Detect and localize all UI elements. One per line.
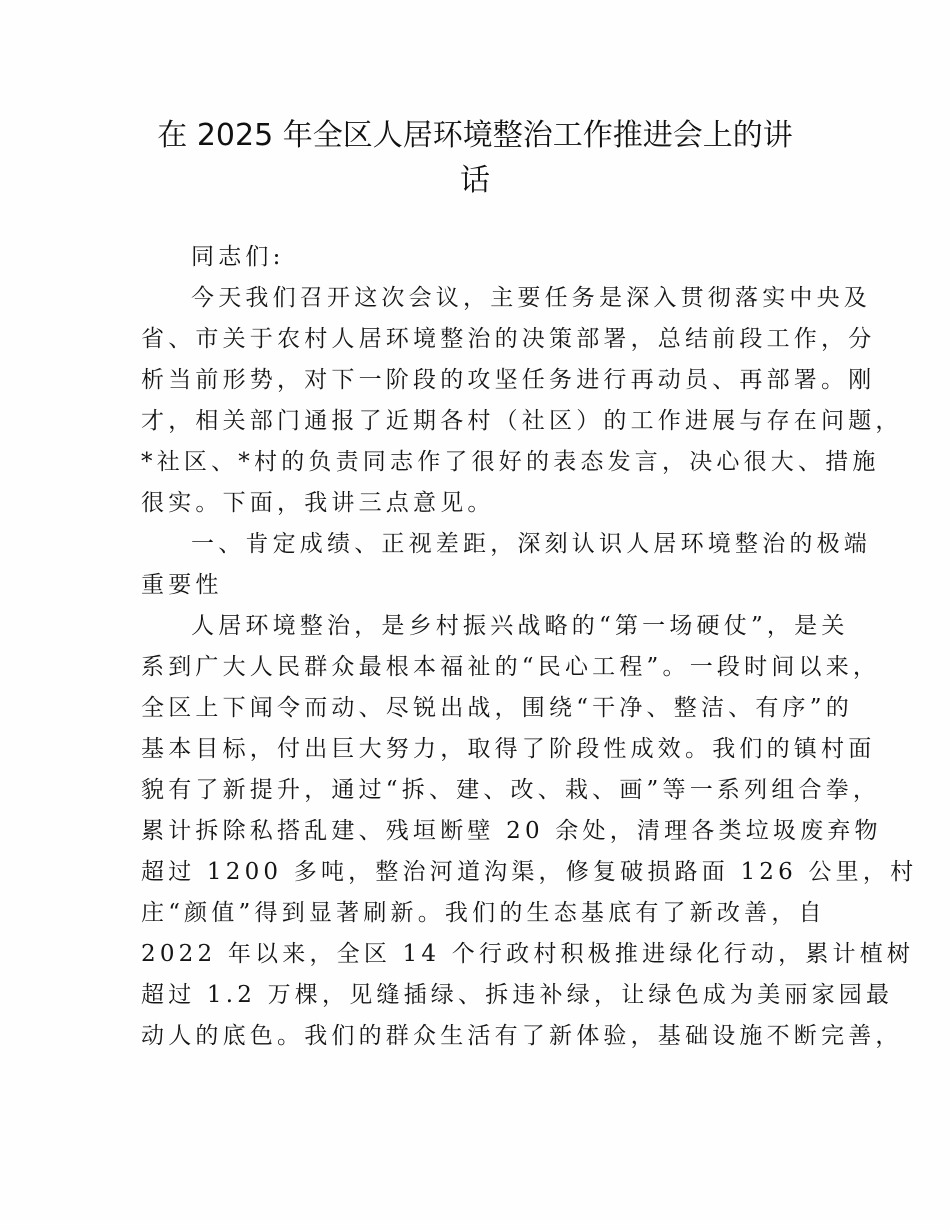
text-line: 动人的底色。我们的群众生活有了新体验，基础设施不断完善，	[141, 1023, 903, 1049]
salutation: 同志们:	[191, 244, 285, 270]
text-line: 累计拆除私搭乱建、残垣断壁 20 余处，清理各类垃圾废弃物	[141, 818, 882, 844]
text-line: 超过 1.2 万棵，见缝插绿、拆违补绿，让绿色成为美丽家园最	[141, 982, 894, 1008]
text-line: 很实。下面，我讲三点意见。	[141, 490, 495, 516]
document-body	[141, 237, 918, 1057]
title-line-2: 话	[460, 163, 490, 198]
paragraph-achievements	[141, 606, 918, 1057]
text-line: 2022 年以来，全区 14 个行政村积极推进绿化行动，累计植树	[141, 941, 915, 967]
section-heading-1	[141, 524, 871, 606]
text-line: 超过 1200 多吨，整治河道沟渠，修复破损路面 126 公里，村	[141, 859, 918, 885]
document-title	[130, 113, 820, 203]
title-line-1: 在 2025 年全区人居环境整治工作推进会上的讲	[157, 118, 793, 153]
text-line: 省、市关于农村人居环境整治的决策部署，总结前段工作，分	[141, 326, 876, 352]
text-line: 基本目标，付出巨大努力，取得了阶段性成效。我们的镇村面	[141, 736, 876, 762]
text-line: 貌有了新提升，通过“拆、建、改、栽、画”等一系列组合拳，	[141, 777, 881, 803]
text-line: 析当前形势，对下一阶段的攻坚任务进行再动员、再部署。刚	[141, 367, 876, 393]
paragraph-opening	[141, 278, 903, 524]
text-line: 今天我们召开这次会议，主要任务是深入贯彻落实中央及	[191, 285, 871, 311]
text-line: 才，相关部门通报了近期各村（社区）的工作进展与存在问题，	[141, 408, 903, 434]
text-line: 人居环境整治，是乡村振兴战略的“第一场硬仗”，是关	[191, 613, 849, 639]
text-line: 系到广大人民群众最根本福祉的“民心工程”。一段时间以来，	[141, 654, 881, 680]
text-line: *社区、*村的负责同志作了很好的表态发言，决心很大、措施	[141, 449, 880, 475]
text-line: 庄“颜值”得到显著刷新。我们的生态基底有了新改善，自	[141, 900, 826, 926]
text-line: 全区上下闻令而动、尽锐出战，围绕“干净、整洁、有序”的	[141, 695, 853, 721]
heading-line: 重要性	[141, 572, 223, 598]
heading-line: 一、肯定成绩、正视差距，深刻认识人居环境整治的极端	[191, 531, 871, 557]
